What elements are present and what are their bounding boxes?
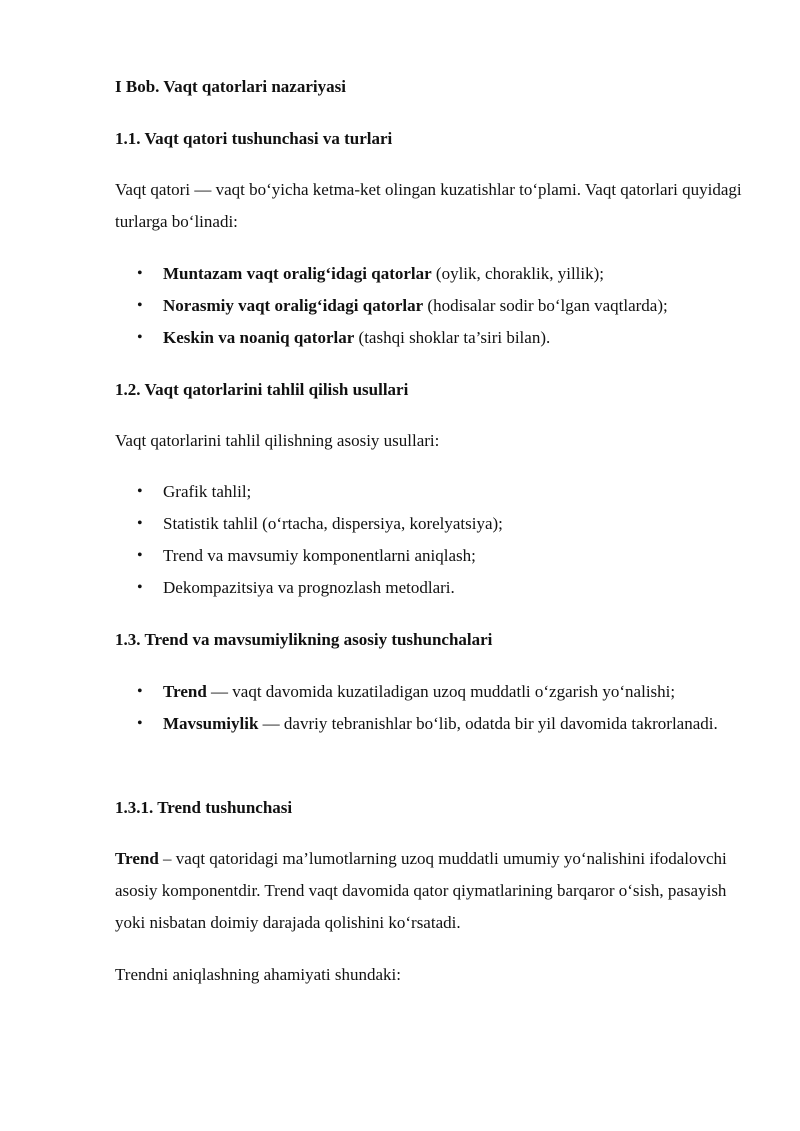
section-heading-1-3: 1.3. Trend va mavsumiylikning asosiy tushunchalari xyxy=(115,630,493,649)
bullet-glyph: • xyxy=(137,683,143,700)
list-time-series-types xyxy=(115,258,755,354)
list-item-text: Trend va mavsumiy komponentlarni aniqlash; xyxy=(163,546,476,565)
list-item-text: (tashqi shoklar ta’siri bilan). xyxy=(354,328,551,347)
section-heading-1-1: 1.1. Vaqt qatori tushunchasi va turlari xyxy=(115,129,393,148)
paragraph-text: – vaqt qatoridagi ma’lumotlarning uzoq muddatli umumiy yo‘nalishini ifodalovchi asosiy komponentdir. Trend vaqt davomida qator qiymatlarining barqaror o‘sish, pasayish yoki nisbatan doimiy darajada qolishini ko‘rsatadi. xyxy=(115,849,727,932)
list-item xyxy=(115,572,755,604)
list-item xyxy=(115,476,755,508)
list-item-bold: Trend xyxy=(163,682,207,701)
bullet-glyph: • xyxy=(137,715,143,732)
chapter-title: I Bob. Vaqt qatorlari nazariyasi xyxy=(115,77,346,96)
list-item-bold: Keskin va noaniq qatorlar xyxy=(163,328,355,347)
paragraph-trend-importance: Trendni aniqlashning ahamiyati shundaki: xyxy=(115,965,401,984)
list-item-text: Grafik tahlil; xyxy=(163,482,252,501)
list-item xyxy=(115,540,755,572)
list-item xyxy=(115,322,755,354)
section-heading-1-3-1: 1.3.1. Trend tushunchasi xyxy=(115,798,293,817)
list-item-text: Statistik tahlil (o‘rtacha, dispersiya, korelyatsiya); xyxy=(163,514,503,533)
paragraph-trend-definition xyxy=(115,843,755,939)
list-item-text: Dekompazitsiya va prognozlash metodlari. xyxy=(163,578,455,597)
bullet-glyph: • xyxy=(137,515,143,532)
list-analysis-methods xyxy=(115,476,755,604)
list-item-text: (oylik, choraklik, yillik); xyxy=(431,264,605,283)
bullet-glyph: • xyxy=(137,547,143,564)
bullet-glyph: • xyxy=(137,483,143,500)
list-item xyxy=(115,290,755,322)
bullet-glyph: • xyxy=(137,297,143,314)
list-item xyxy=(115,258,755,290)
list-item xyxy=(115,708,755,740)
bullet-glyph: • xyxy=(137,329,143,346)
bullet-glyph: • xyxy=(137,265,143,282)
list-item-bold: Norasmiy vaqt oralig‘idagi qatorlar xyxy=(163,296,424,315)
paragraph-time-series-definition: Vaqt qatori — vaqt bo‘yicha ketma-ket olingan kuzatishlar to‘plami. Vaqt qatorlari quyidagi turlarga bo‘linadi: xyxy=(115,180,742,231)
section-heading-1-2: 1.2. Vaqt qatorlarini tahlil qilish usullari xyxy=(115,380,409,399)
list-item-text: — vaqt davomida kuzatiladigan uzoq muddatli o‘zgarish yo‘nalishi; xyxy=(206,682,676,701)
list-item xyxy=(115,676,755,708)
paragraph-analysis-methods: Vaqt qatorlarini tahlil qilishning asosiy usullari: xyxy=(115,431,440,450)
list-item-text: (hodisalar sodir bo‘lgan vaqtlarda); xyxy=(423,296,668,315)
list-trend-seasonality xyxy=(115,676,755,740)
bullet-glyph: • xyxy=(137,579,143,596)
list-item-text: — davriy tebranishlar bo‘lib, odatda bir yil davomida takrorlanadi. xyxy=(258,714,718,733)
list-item-bold: Mavsumiylik xyxy=(163,714,259,733)
paragraph-bold-term: Trend xyxy=(115,849,159,868)
list-item xyxy=(115,508,755,540)
list-item-bold: Muntazam vaqt oralig‘idagi qatorlar xyxy=(163,264,432,283)
